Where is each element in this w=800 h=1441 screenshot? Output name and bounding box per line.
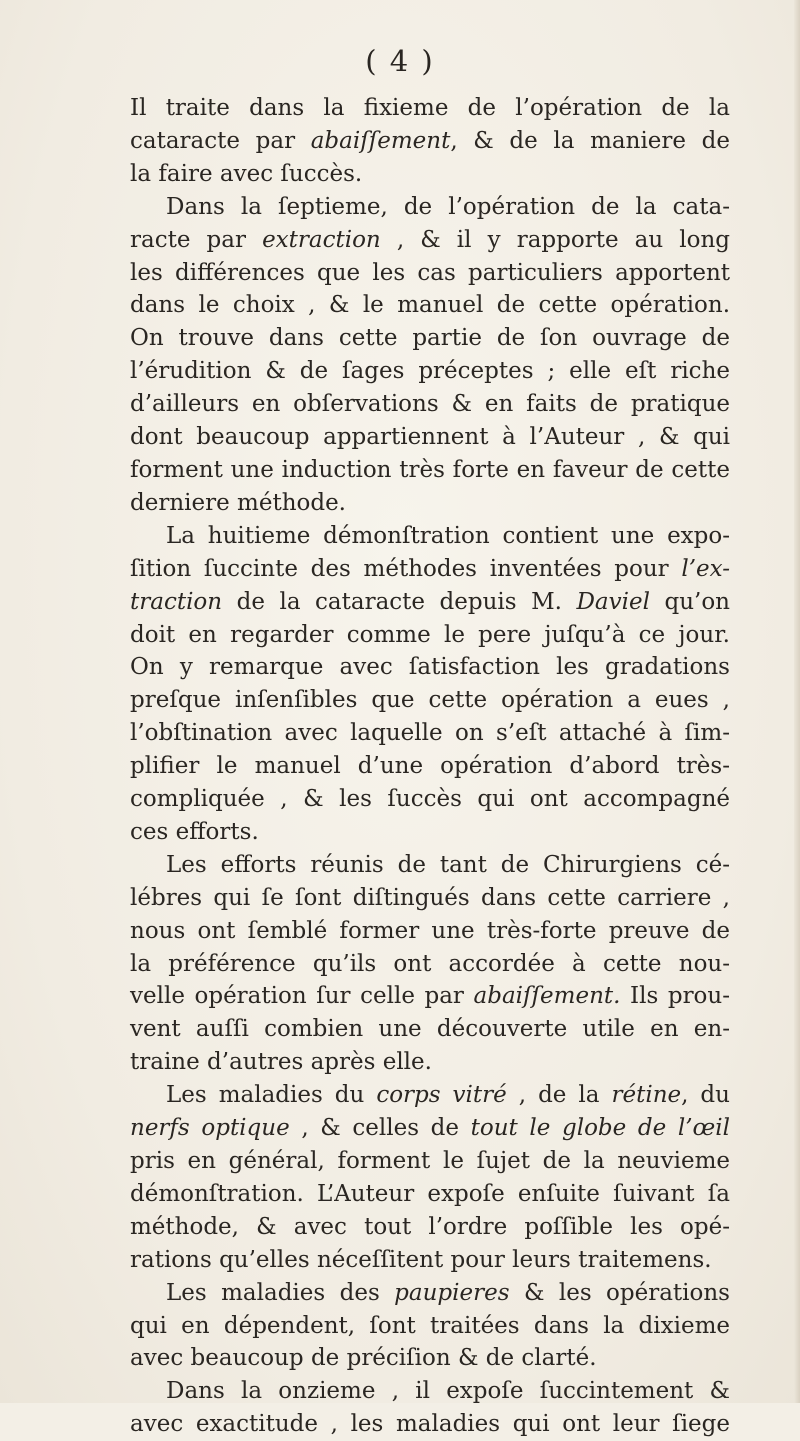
- text-line: Il traite dans la fixieme de l’opération de la: [130, 95, 730, 121]
- text-line: l’érudition & de ſages préceptes ; elle eſt riche: [130, 358, 730, 385]
- text-line: ces efforts.: [130, 818, 259, 845]
- text-line: d’ailleurs en obſervations & en faits de pratique: [130, 391, 730, 418]
- text-line: plifier le manuel d’une opération d’abord très-: [130, 753, 730, 780]
- text-line: Dans la onzieme , il expoſe ſuccintement &: [166, 1378, 730, 1405]
- text-line: démonſtration. L’Auteur expoſe enſuite ſuivant ſa: [130, 1180, 730, 1207]
- italic-term: rétine: [611, 1082, 682, 1109]
- text-line: Les maladies du corps vitré , de la rétine, du: [166, 1082, 730, 1109]
- text-line: ſition ſuccinte des méthodes inventées pour l’ex-: [130, 555, 730, 582]
- text-line: velle opération ſur celle par abaiſſement. Ils prou-: [130, 983, 730, 1010]
- text-line: pris en général, forment le ſujet de la neuvieme: [130, 1148, 730, 1174]
- text-line: traction de la cataracte depuis M. Daviel qu’on: [130, 588, 730, 615]
- italic-term: abaiſſement: [310, 127, 451, 154]
- text-line: derniere méthode.: [130, 489, 346, 516]
- text-line: On trouve dans cette partie de ſon ouvrage de: [130, 325, 730, 352]
- text-line: les différences que les cas particuliers apportent: [130, 259, 730, 286]
- paragraph: [130, 1375, 730, 1441]
- italic-term: extraction: [262, 226, 381, 253]
- paragraph: [130, 1277, 730, 1376]
- paragraph: [130, 520, 730, 849]
- text-line: vent auſſi combien une découverte utile en en-: [130, 1016, 730, 1043]
- text-line: cataracte par abaiſſement, & de la maniere de: [130, 127, 730, 154]
- text-line: forment une induction très forte en faveur de cette: [130, 456, 730, 483]
- body-text: [130, 92, 730, 1441]
- text-line: racte par extraction , & il y rapporte au long: [130, 226, 730, 253]
- text-line: la faire avec ſuccès.: [130, 160, 363, 187]
- paragraph: [130, 191, 730, 520]
- italic-term: l’ex-: [681, 555, 730, 582]
- page-number: ( 4 ): [365, 44, 435, 78]
- text-line: traine d’autres après elle.: [130, 1049, 432, 1076]
- text-line: avec exactitude , les maladies qui ont leur ſiege: [130, 1411, 730, 1438]
- text-line: avec beaucoup de préciſion & de clarté.: [130, 1345, 597, 1372]
- text-line: dans le choix , & le manuel de cette opération.: [130, 292, 730, 319]
- text-line: nous ont ſemblé former une très-forte preuve de: [130, 917, 730, 944]
- text-line: compliquée , & les ſuccès qui ont accompagné: [130, 786, 730, 813]
- text-line: l’obſtination avec laquelle on s’eſt attaché à ſim-: [130, 720, 730, 747]
- text-line: dont beaucoup appartiennent à l’Auteur , & qui: [130, 424, 730, 451]
- italic-term: Daviel: [576, 588, 650, 615]
- paragraph: [130, 849, 730, 1079]
- text-line: méthode, & avec tout l’ordre poſſible les opé-: [130, 1213, 730, 1240]
- italic-term: abaiſſement.: [473, 983, 621, 1010]
- italic-term: tout le globe de l’œil: [470, 1115, 730, 1142]
- text-line: Les maladies des paupieres & les opérations: [166, 1279, 730, 1306]
- paragraph: [130, 1079, 730, 1276]
- text-line: La huitieme démonſtration contient une expo-: [166, 522, 730, 549]
- italic-term: nerfs optique: [130, 1115, 290, 1142]
- text-line: rations qu’elles néceſſitent pour leurs traitemens.: [130, 1246, 712, 1273]
- text-line: Dans la ſeptieme, de l’opération de la cata-: [166, 193, 730, 220]
- italic-term: paupieres: [394, 1279, 510, 1306]
- text-line: lébres qui ſe ſont diſtingués dans cette carriere ,: [130, 884, 730, 911]
- text-line: On y remarque avec ſatisfaction les gradations: [130, 654, 730, 681]
- text-line: la préférence qu’ils ont accordée à cette nou-: [130, 950, 730, 977]
- paragraph: [130, 92, 730, 191]
- text-line: nerfs optique , & celles de tout le globe de l’œil: [130, 1115, 730, 1142]
- text-line: Les efforts réunis de tant de Chirurgiens cé-: [166, 851, 730, 878]
- italic-term: traction: [130, 588, 223, 615]
- text-line: doit en regarder comme le pere juſqu’à ce jour.: [130, 621, 730, 648]
- text-line: preſque inſenſibles que cette opération a eues ,: [130, 687, 730, 714]
- page-edge: [794, 0, 800, 1403]
- text-line: qui en dépendent, ſont traitées dans la dixieme: [130, 1312, 730, 1339]
- italic-term: corps vitré: [376, 1082, 507, 1109]
